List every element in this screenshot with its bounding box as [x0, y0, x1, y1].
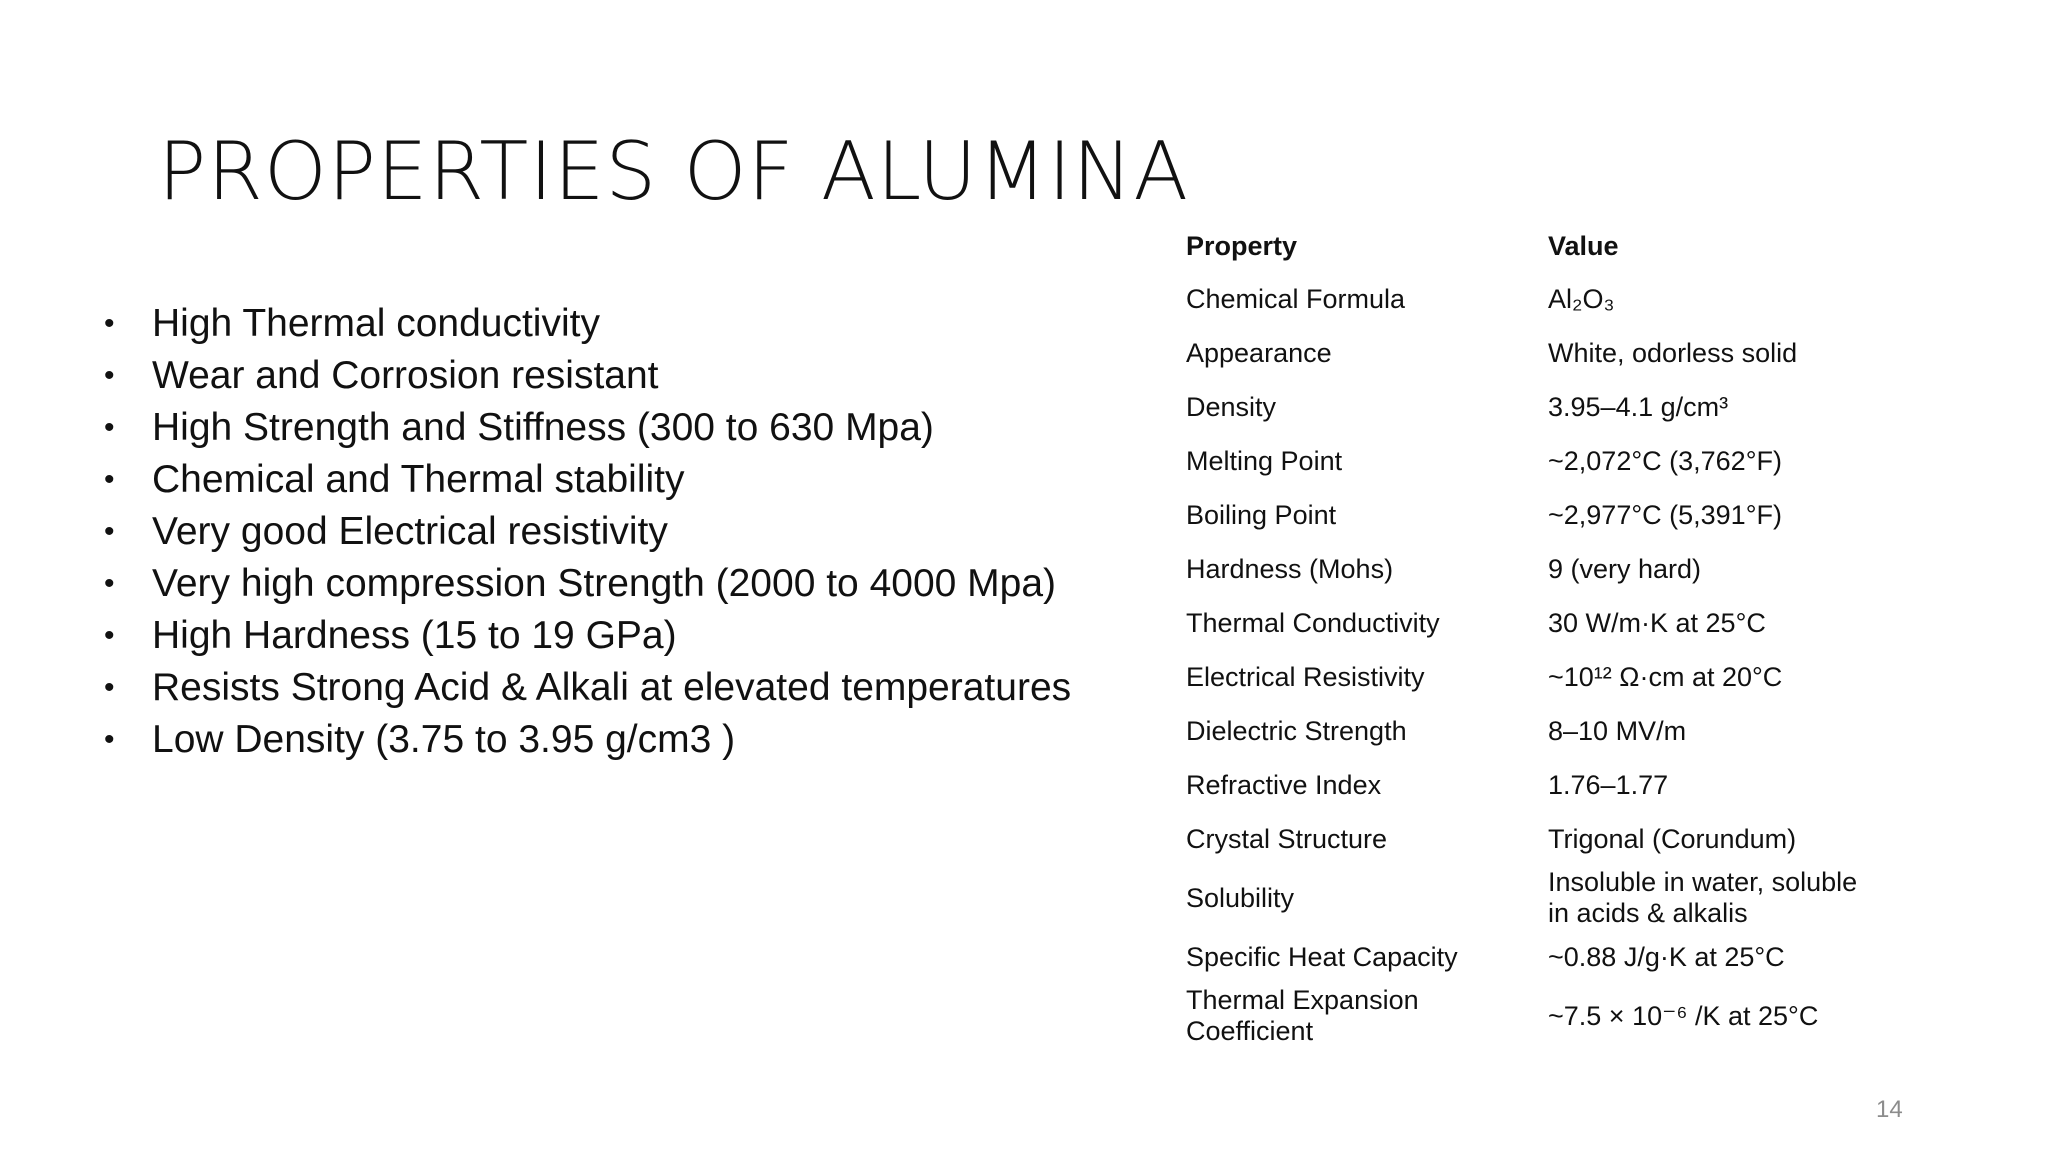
bullet-text: Chemical and Thermal stability — [152, 458, 685, 501]
property-cell: Melting Point — [1186, 445, 1343, 476]
value-cell: 30 W/m·K at 25°C — [1548, 607, 1766, 638]
table-header-row — [1186, 220, 1878, 272]
table-row — [1186, 866, 1878, 930]
value-cell: Insoluble in water, soluble in acids & alkalis — [1548, 867, 1858, 928]
bullet-dot-icon: • — [104, 411, 115, 444]
bullet-text: Very high compression Strength (2000 to 4000 Mpa) — [152, 562, 1057, 605]
table-row — [1186, 984, 1878, 1048]
property-cell: Refractive Index — [1186, 769, 1382, 800]
bullet-item — [104, 454, 1071, 506]
property-cell: Hardness (Mohs) — [1186, 553, 1394, 584]
property-cell: Crystal Structure — [1186, 823, 1388, 854]
table-row — [1186, 326, 1878, 380]
value-cell: ~10¹² Ω·cm at 20°C — [1548, 661, 1783, 692]
table-row — [1186, 930, 1878, 984]
value-cell: White, odorless solid — [1548, 337, 1798, 368]
property-cell: Dielectric Strength — [1186, 715, 1407, 746]
bullet-item — [104, 350, 1071, 402]
bullet-text: Very good Electrical resistivity — [152, 510, 668, 553]
bullet-item — [104, 662, 1071, 714]
value-cell: 8–10 MV/m — [1548, 715, 1687, 746]
value-cell: ~2,072°C (3,762°F) — [1548, 445, 1782, 476]
value-cell: 1.76–1.77 — [1548, 769, 1669, 800]
bullet-dot-icon: • — [104, 463, 115, 496]
table-body — [1186, 272, 1878, 1048]
value-cell: ~2,977°C (5,391°F) — [1548, 499, 1782, 530]
property-cell: Specific Heat Capacity — [1186, 941, 1458, 972]
bullet-item — [104, 402, 1071, 454]
property-cell: Thermal Expansion Coefficient — [1186, 985, 1419, 1046]
value-cell: 9 (very hard) — [1548, 553, 1702, 584]
value-cell: ~0.88 J/g·K at 25°C — [1548, 941, 1785, 972]
table-row — [1186, 542, 1878, 596]
bullet-dot-icon: • — [104, 359, 115, 392]
table-row — [1186, 650, 1878, 704]
bullet-item — [104, 714, 1071, 766]
table-row — [1186, 758, 1878, 812]
property-cell: Chemical Formula — [1186, 283, 1406, 314]
property-cell: Appearance — [1186, 337, 1332, 368]
table-row — [1186, 704, 1878, 758]
bullet-dot-icon: • — [104, 567, 115, 600]
value-cell: Al₂O₃ — [1548, 283, 1615, 314]
property-cell: Density — [1186, 391, 1277, 422]
bullet-text: Wear and Corrosion resistant — [152, 354, 659, 397]
value-cell: Trigonal (Corundum) — [1548, 823, 1797, 854]
table-row — [1186, 812, 1878, 866]
bullet-text: Low Density (3.75 to 3.95 g/cm3 ) — [152, 718, 736, 761]
bullet-dot-icon: • — [104, 619, 115, 652]
bullet-item — [104, 558, 1071, 610]
bullet-list — [104, 298, 1071, 766]
table-header-value: Value — [1548, 230, 1619, 261]
table-row — [1186, 380, 1878, 434]
property-cell: Thermal Conductivity — [1186, 607, 1440, 638]
bullet-text: High Thermal conductivity — [152, 302, 600, 345]
bullet-text: High Strength and Stiffness (300 to 630 Mpa) — [152, 406, 934, 449]
table-row — [1186, 596, 1878, 650]
value-cell: 3.95–4.1 g/cm³ — [1548, 391, 1729, 422]
bullet-item — [104, 506, 1071, 558]
slide-title: PROPERTIES OF ALUMINA — [158, 125, 1190, 218]
properties-table — [1186, 220, 1878, 1048]
bullet-item — [104, 610, 1071, 662]
bullet-text: Resists Strong Acid & Alkali at elevated temperatures — [152, 666, 1072, 709]
bullet-dot-icon: • — [104, 723, 115, 756]
table-row — [1186, 272, 1878, 326]
bullet-text: High Hardness (15 to 19 GPa) — [152, 614, 677, 657]
table-header-property: Property — [1186, 230, 1298, 261]
property-cell: Electrical Resistivity — [1186, 661, 1425, 692]
bullet-dot-icon: • — [104, 671, 115, 704]
property-cell: Boiling Point — [1186, 499, 1337, 530]
page-number: 14 — [1876, 1096, 1903, 1123]
value-cell: ~7.5 × 10⁻⁶ /K at 25°C — [1548, 1000, 1819, 1031]
bullet-item — [104, 298, 1071, 350]
property-cell: Solubility — [1186, 882, 1295, 913]
table-row — [1186, 488, 1878, 542]
bullet-dot-icon: • — [104, 307, 115, 340]
table-row — [1186, 434, 1878, 488]
bullet-dot-icon: • — [104, 515, 115, 548]
